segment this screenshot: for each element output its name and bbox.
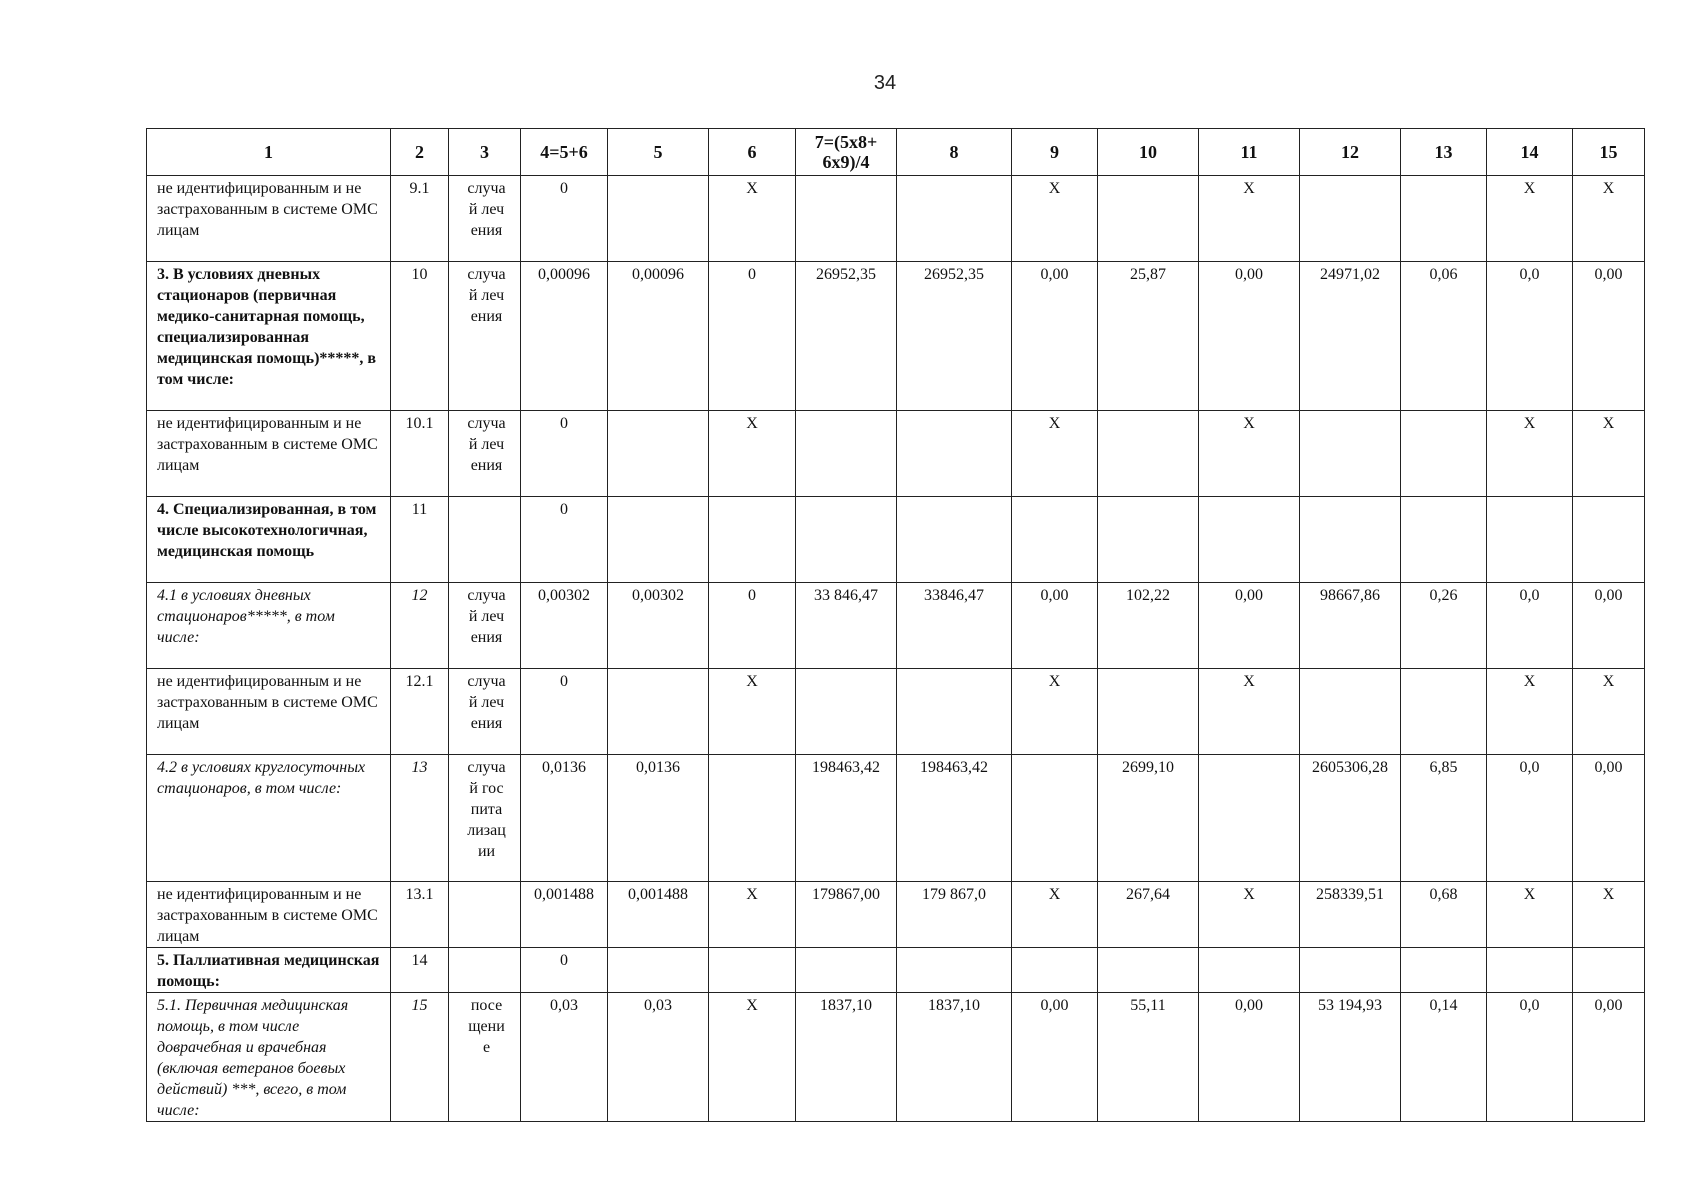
value-cell [1300,176,1401,262]
value-cell [709,497,796,583]
header-cell: 15 [1573,129,1645,176]
value-cell: Х [1487,669,1573,755]
value-cell: 6,85 [1401,755,1487,882]
value-cell: 0,00 [1012,583,1098,669]
value-cell: 0,00 [1573,993,1645,1122]
row-name: 5. Паллиативная медицинская помощь: [147,948,391,993]
value-cell: 0 [521,948,608,993]
value-cell [897,411,1012,497]
value-cell [1098,669,1199,755]
row-unit [449,948,521,993]
row-number: 12 [391,583,449,669]
value-cell: 0,00 [1199,262,1300,411]
row-unit [449,882,521,948]
value-cell: 179 867,0 [897,882,1012,948]
value-cell: 33846,47 [897,583,1012,669]
table-row [147,411,1645,497]
value-cell [897,669,1012,755]
value-cell: 198463,42 [897,755,1012,882]
row-unit: случай госпитализации [449,755,521,882]
value-cell: 55,11 [1098,993,1199,1122]
value-cell: Х [1012,882,1098,948]
table-row [147,262,1645,411]
value-cell: 0,03 [608,993,709,1122]
header-row [147,129,1645,176]
value-cell: 53 194,93 [1300,993,1401,1122]
value-cell: 0,00 [1573,755,1645,882]
table-row [147,583,1645,669]
value-cell [1012,497,1098,583]
table-row [147,948,1645,993]
value-cell: 267,64 [1098,882,1199,948]
value-cell [1300,497,1401,583]
value-cell [1401,948,1487,993]
value-cell: Х [709,176,796,262]
row-name: 3. В условиях дневных стационаров (первичная медико-санитарная помощь, специализированная медицинская помощь)*****, в том числе: [147,262,391,411]
value-cell [1199,948,1300,993]
value-cell [608,669,709,755]
value-cell: 258339,51 [1300,882,1401,948]
value-cell: 0 [521,176,608,262]
value-cell [608,411,709,497]
row-name: 4.2 в условиях круглосуточных стационаров, в том числе: [147,755,391,882]
row-number: 13 [391,755,449,882]
value-cell [608,497,709,583]
value-cell: 0,68 [1401,882,1487,948]
value-cell [709,755,796,882]
value-cell: Х [1012,176,1098,262]
value-cell: 25,87 [1098,262,1199,411]
row-name: не идентифицированным и не застрахованным в системе ОМС лицам [147,176,391,262]
value-cell: 0,06 [1401,262,1487,411]
row-number: 12.1 [391,669,449,755]
value-cell: Х [1487,882,1573,948]
value-cell [796,411,897,497]
value-cell: Х [1199,882,1300,948]
row-name: не идентифицированным и не застрахованным в системе ОМС лицам [147,669,391,755]
value-cell: Х [1573,176,1645,262]
header-cell: 3 [449,129,521,176]
value-cell [1300,411,1401,497]
value-cell: 0,00302 [608,583,709,669]
value-cell: 1837,10 [897,993,1012,1122]
value-cell: 0,00 [1199,993,1300,1122]
value-cell: 0 [521,411,608,497]
value-cell [796,176,897,262]
header-cell: 11 [1199,129,1300,176]
value-cell: 0,03 [521,993,608,1122]
value-cell: 0 [521,669,608,755]
value-cell: 26952,35 [897,262,1012,411]
value-cell [897,497,1012,583]
value-cell: 0,00096 [521,262,608,411]
value-cell: 0 [709,583,796,669]
header-cell: 14 [1487,129,1573,176]
header-cell: 13 [1401,129,1487,176]
row-number: 11 [391,497,449,583]
table-row [147,755,1645,882]
row-name: не идентифицированным и не застрахованным в системе ОМС лицам [147,411,391,497]
value-cell [796,497,897,583]
table-row [147,993,1645,1122]
value-cell: 0,0136 [521,755,608,882]
value-cell: Х [1573,669,1645,755]
value-cell [1300,669,1401,755]
header-cell: 7=(5х8+ 6х9)/4 [796,129,897,176]
value-cell: Х [1573,411,1645,497]
header-cell: 2 [391,129,449,176]
row-unit: посещение [449,993,521,1122]
row-unit: случай лечения [449,669,521,755]
table-row [147,882,1645,948]
value-cell [1401,669,1487,755]
value-cell [608,176,709,262]
header-cell: 5 [608,129,709,176]
value-cell: 0,001488 [521,882,608,948]
value-cell: 0 [521,497,608,583]
row-number: 10 [391,262,449,411]
header-cell: 4=5+6 [521,129,608,176]
value-cell: Х [709,993,796,1122]
value-cell: 0,00096 [608,262,709,411]
row-unit [449,497,521,583]
page-number: 34 [873,72,897,94]
value-cell [1300,948,1401,993]
value-cell: 2699,10 [1098,755,1199,882]
value-cell: 0,0 [1487,755,1573,882]
value-cell: Х [709,411,796,497]
row-name: 5.1. Первичная медицинская помощь, в том числе доврачебная и врачебная (включая ветеранов боевых действий) ***, всего, в том числе: [147,993,391,1122]
value-cell [1098,948,1199,993]
value-cell: Х [1487,411,1573,497]
value-cell [796,948,897,993]
table-row [147,497,1645,583]
row-name: 4.1 в условиях дневных стационаров*****, в том числе: [147,583,391,669]
value-cell [897,948,1012,993]
value-cell: 0,00 [1199,583,1300,669]
value-cell: 1837,10 [796,993,897,1122]
row-number: 9.1 [391,176,449,262]
value-cell: 0,0136 [608,755,709,882]
value-cell: Х [709,882,796,948]
value-cell: 24971,02 [1300,262,1401,411]
value-cell: 0,0 [1487,583,1573,669]
value-cell: 0,26 [1401,583,1487,669]
header-cell: 6 [709,129,796,176]
header-cell: 12 [1300,129,1401,176]
value-cell [1012,755,1098,882]
value-cell: 0,14 [1401,993,1487,1122]
row-name: не идентифицированным и не застрахованным в системе ОМС лицам [147,882,391,948]
row-number: 15 [391,993,449,1122]
row-unit: случай лечения [449,583,521,669]
row-unit: случай лечения [449,262,521,411]
row-number: 13.1 [391,882,449,948]
value-cell: 26952,35 [796,262,897,411]
row-number: 14 [391,948,449,993]
value-cell [1401,176,1487,262]
value-cell: 0,00 [1573,262,1645,411]
value-cell [1199,755,1300,882]
value-cell [1401,497,1487,583]
value-cell [796,669,897,755]
value-cell [1573,948,1645,993]
value-cell: Х [1487,176,1573,262]
value-cell: 33 846,47 [796,583,897,669]
value-cell [1487,497,1573,583]
value-cell: Х [1012,669,1098,755]
value-cell: 0,0 [1487,993,1573,1122]
value-cell: Х [709,669,796,755]
value-cell: 0,00 [1012,262,1098,411]
value-cell [1573,497,1645,583]
value-cell: 0,0 [1487,262,1573,411]
header-cell: 8 [897,129,1012,176]
value-cell: 0 [709,262,796,411]
row-name: 4. Специализированная, в том числе высокотехнологичная, медицинская помощь [147,497,391,583]
value-cell [1098,411,1199,497]
value-cell: 0,00 [1573,583,1645,669]
value-cell [1487,948,1573,993]
header-cell: 9 [1012,129,1098,176]
value-cell: Х [1199,176,1300,262]
value-cell: Х [1199,411,1300,497]
value-cell: Х [1573,882,1645,948]
header-cell: 1 [147,129,391,176]
row-unit: случай лечения [449,411,521,497]
value-cell: Х [1199,669,1300,755]
value-cell: Х [1012,411,1098,497]
value-cell: 2605306,28 [1300,755,1401,882]
value-cell [1098,497,1199,583]
value-cell: 102,22 [1098,583,1199,669]
value-cell [709,948,796,993]
value-cell [1401,411,1487,497]
value-cell: 0,00 [1012,993,1098,1122]
cost-table [146,128,1645,1122]
value-cell: 98667,86 [1300,583,1401,669]
header-cell: 10 [1098,129,1199,176]
value-cell [1098,176,1199,262]
table-row [147,176,1645,262]
row-number: 10.1 [391,411,449,497]
value-cell [897,176,1012,262]
table-row [147,669,1645,755]
value-cell [1199,497,1300,583]
value-cell: 0,00302 [521,583,608,669]
value-cell: 198463,42 [796,755,897,882]
value-cell: 0,001488 [608,882,709,948]
value-cell [1012,948,1098,993]
row-unit: случай лечения [449,176,521,262]
value-cell [608,948,709,993]
value-cell: 179867,00 [796,882,897,948]
